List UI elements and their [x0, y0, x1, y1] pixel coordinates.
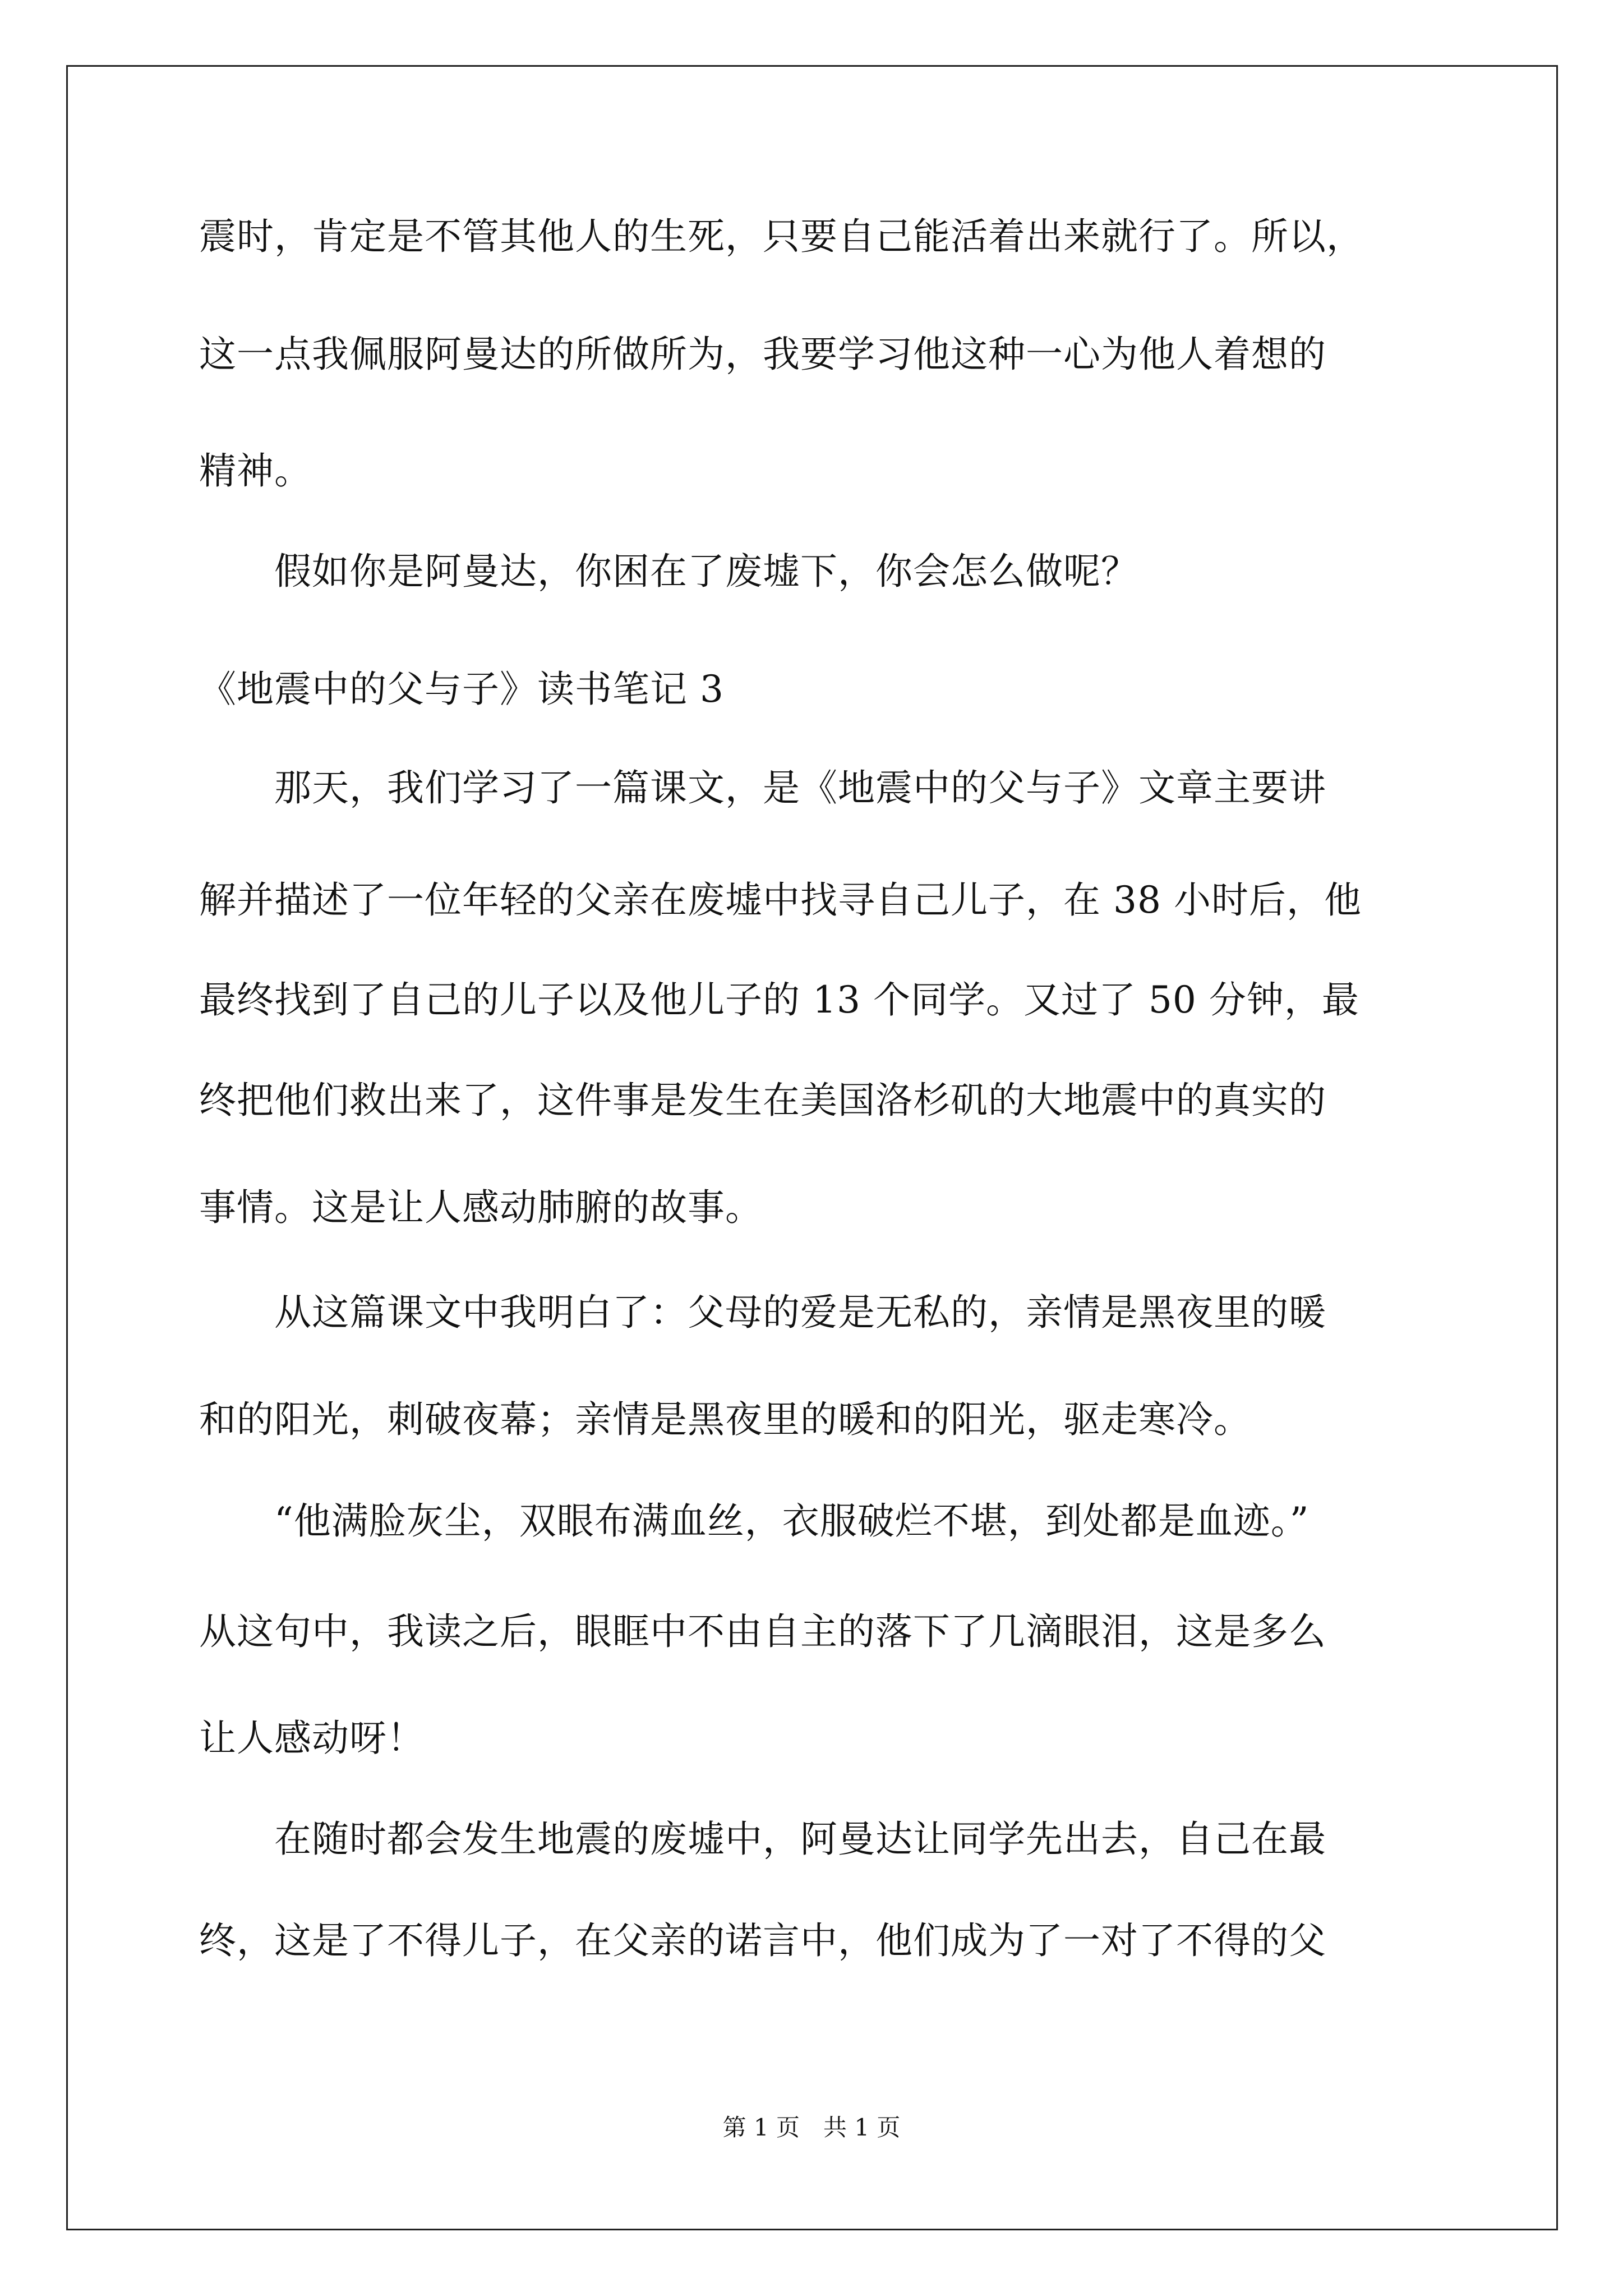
body-line: 最终找到了自己的儿子以及他儿子的 13 个同学。又过了 50 分钟，最 — [199, 978, 1359, 1022]
page-border — [66, 65, 1558, 2230]
body-line: 在随时都会发生地震的废墟中，阿曼达让同学先出去，自己在最 — [199, 1818, 1326, 1861]
section-heading: 《地震中的父与子》读书笔记 3 — [199, 668, 724, 711]
body-line: 和的阳光，刺破夜幕；亲情是黑夜里的暖和的阳光，驱走寒冷。 — [199, 1398, 1251, 1441]
body-line: 假如你是阿曼达，你困在了废墟下，你会怎么做呢？ — [199, 550, 1138, 593]
page-footer: 第 1 页 共 1 页 — [722, 2114, 901, 2141]
body-line: 解并描述了一位年轻的父亲在废墟中找寻自己儿子，在 38 小时后，他 — [199, 878, 1362, 922]
body-line: 从这篇课文中我明白了：父母的爱是无私的，亲情是黑夜里的暖 — [199, 1291, 1326, 1334]
body-line: 从这句中，我读之后，眼眶中不由自主的落下了几滴眼泪，这是多么 — [199, 1610, 1326, 1653]
body-line: 终把他们救出来了，这件事是发生在美国洛杉矶的大地震中的真实的 — [199, 1079, 1326, 1122]
body-line: 事情。这是让人感动肺腑的故事。 — [199, 1186, 763, 1229]
body-line: 震时，肯定是不管其他人的生死，只要自己能活着出来就行了。所以， — [199, 215, 1364, 258]
body-line: 让人感动呀！ — [199, 1717, 425, 1760]
body-line: 这一点我佩服阿曼达的所做所为，我要学习他这种一心为他人着想的 — [199, 333, 1326, 376]
body-line: 精神。 — [199, 449, 312, 493]
body-line: 终，这是了不得儿子，在父亲的诺言中，他们成为了一对了不得的父 — [199, 1919, 1326, 1962]
body-line: 那天，我们学习了一篇课文，是《地震中的父与子》文章主要讲 — [199, 766, 1326, 809]
body-line: “他满脸灰尘，双眼布满血丝，衣服破烂不堪，到处都是血迹。” — [199, 1499, 1310, 1543]
